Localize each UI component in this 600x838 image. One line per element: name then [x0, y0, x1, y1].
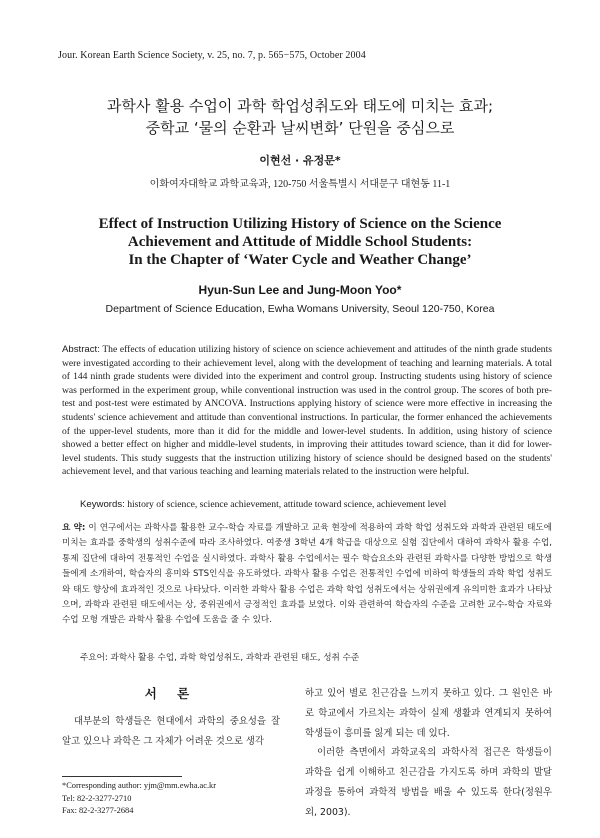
abstract-label: Abstract: [62, 344, 100, 355]
korean-abstract-label: 요 약: [62, 523, 86, 533]
english-title-line-3: In the Chapter of ‘Water Cycle and Weather Change’ [128, 252, 472, 268]
english-keywords [80, 499, 552, 510]
footnote-fax: Fax: 82-2-3277-2684 [62, 806, 134, 815]
body-paragraph-2: 이러한 측면에서 과학교육의 과학사적 접근은 학생들이 과학을 쉽게 이해하고 친근감을 가지도록 하며 과학의 발달과정을 통하여 과학적 방법을 배울 수 있도록 한다(정원우 외, 2003). [305, 747, 552, 818]
body-column-right [305, 684, 552, 823]
english-abstract [62, 343, 552, 479]
english-title-line-1: Effect of Instruction Utilizing History of Science on the Science [98, 216, 502, 232]
keywords-label: Keywords: [80, 499, 125, 510]
korean-title [40, 95, 560, 139]
footnote-corresponding: *Corresponding author: yjm@mm.ewha.ac.kr [62, 781, 217, 790]
journal-citation: Jour. Korean Earth Science Society, v. 25, no. 7, p. 565−575, October 2004 [58, 50, 366, 61]
footnote-divider [62, 776, 182, 777]
body-paragraph-1: 하고 있어 별로 친근감을 느끼지 못하고 있다. 그 원인은 바로 학교에서 가르치는 과학이 실제 생활과 연계되지 못하여 학생들이 흥미를 잃게 되는 데 있다. [305, 688, 552, 739]
korean-authors: 이현선 · 유정문* [259, 154, 341, 167]
footnote-tel: Tel: 82-2-3277-2710 [62, 793, 132, 803]
english-title-line-2: Achievement and Attitude of Middle School Students: [127, 234, 473, 250]
english-affiliation: Department of Science Education, Ewha Womans University, Seoul 120-750, Korea [105, 303, 495, 315]
korean-title-line-2: 중학교 ‘물의 순환과 날씨변화’ 단원을 중심으로 [145, 119, 455, 137]
korean-title-line-1: 과학사 활용 수업이 과학 학업성취도와 태도에 미치는 효과; [106, 97, 494, 115]
korean-affiliation: 이화여자대학교 과학교육과, 120-750 서울특별시 서대문구 대현동 11-1 [149, 179, 451, 190]
english-title [40, 215, 560, 269]
keywords-text: history of science, science achievement, attitude toward science, achievement level [127, 499, 447, 510]
section-title-introduction: 서 론 [144, 686, 198, 701]
footnotes [62, 780, 280, 818]
abstract-text: The effects of education utilizing history of science on science achievement and attitudes of the ninth grade students were investigated according to their achievement level, along with the development of teaching and learning materials. A total of 144 ninth grade students were divided into the experiment and control group. Instructing students using history of science was performed in the experiment group, while conventional instruction was used in the control group. The scores of both pre-test and post-test were estimated by ANCOVA. Instructions applying history of science were more effective in increasing the students' science achievement and attitude than conventional instructions. In particular, the former enhanced the achievements of the upper-level students, more than it did for the middle and lower-level students. In addition, using history of science showed a better effect on higher and middle-level students, in improving their attitudes toward science, than it did for lower-level students. This study suggests that the instruction utilizing history of science should be designed based on the students' achievement level, and that various teaching and learning materials related to the instruction were helpful. [62, 344, 552, 478]
korean-abstract [62, 521, 552, 629]
korean-abstract-text: 이 연구에서는 과학사를 활용한 교수-학습 자료를 개발하고 교육 현장에 적용하여 과학 학업 성취도와 과학과 관련된 태도에 미치는 효과를 중학생의 성취수준에 따라 조사하였다. 여중생 3학년 4개 학급을 대상으로 실험 집단에서 대하여 과학사 활용 수업, 통제 집단에 대하여 전통적인 수업을 실시하였다. 과학사 활용 수업에서는 필수 학습요소와 관련된 과학사를 다양한 방법으로 학생들에게 소개하여, 학습자의 흥미와 STS인식을 유도하였다. 과학사 활용 수업은 전통적인 수업에 비하여 학생들의 과학 학업 성취도와 태도 향상에 효과적인 것으로 나타났다. 이러한 과학사 활용 수업은 과학 학업 성취도에서는 상위권에게 유의미한 효과가 나타났으며, 과학과 관련된 태도에서는 상, 중위권에서 긍정적인 효과를 보였다. 이와 관련하여 학습자의 수준을 고려한 교수-학습 자료와 수업 모형 개발은 과학사 활용 수업에 도움을 줄 수 있다. [62, 523, 552, 626]
korean-keywords-text: 과학사 활용 수업, 과학 학업성취도, 과학과 관련된 태도, 성취 수준 [110, 653, 360, 663]
body-column-left: 대부분의 학생들은 현대에서 과학의 중요성을 잘 알고 있으나 과학은 그 자체가 어려운 것으로 생각 [62, 716, 280, 747]
korean-keywords [80, 651, 552, 663]
english-authors: Hyun-Sun Lee and Jung-Moon Yoo* [198, 283, 402, 297]
korean-keywords-label: 주요어: [80, 653, 108, 663]
